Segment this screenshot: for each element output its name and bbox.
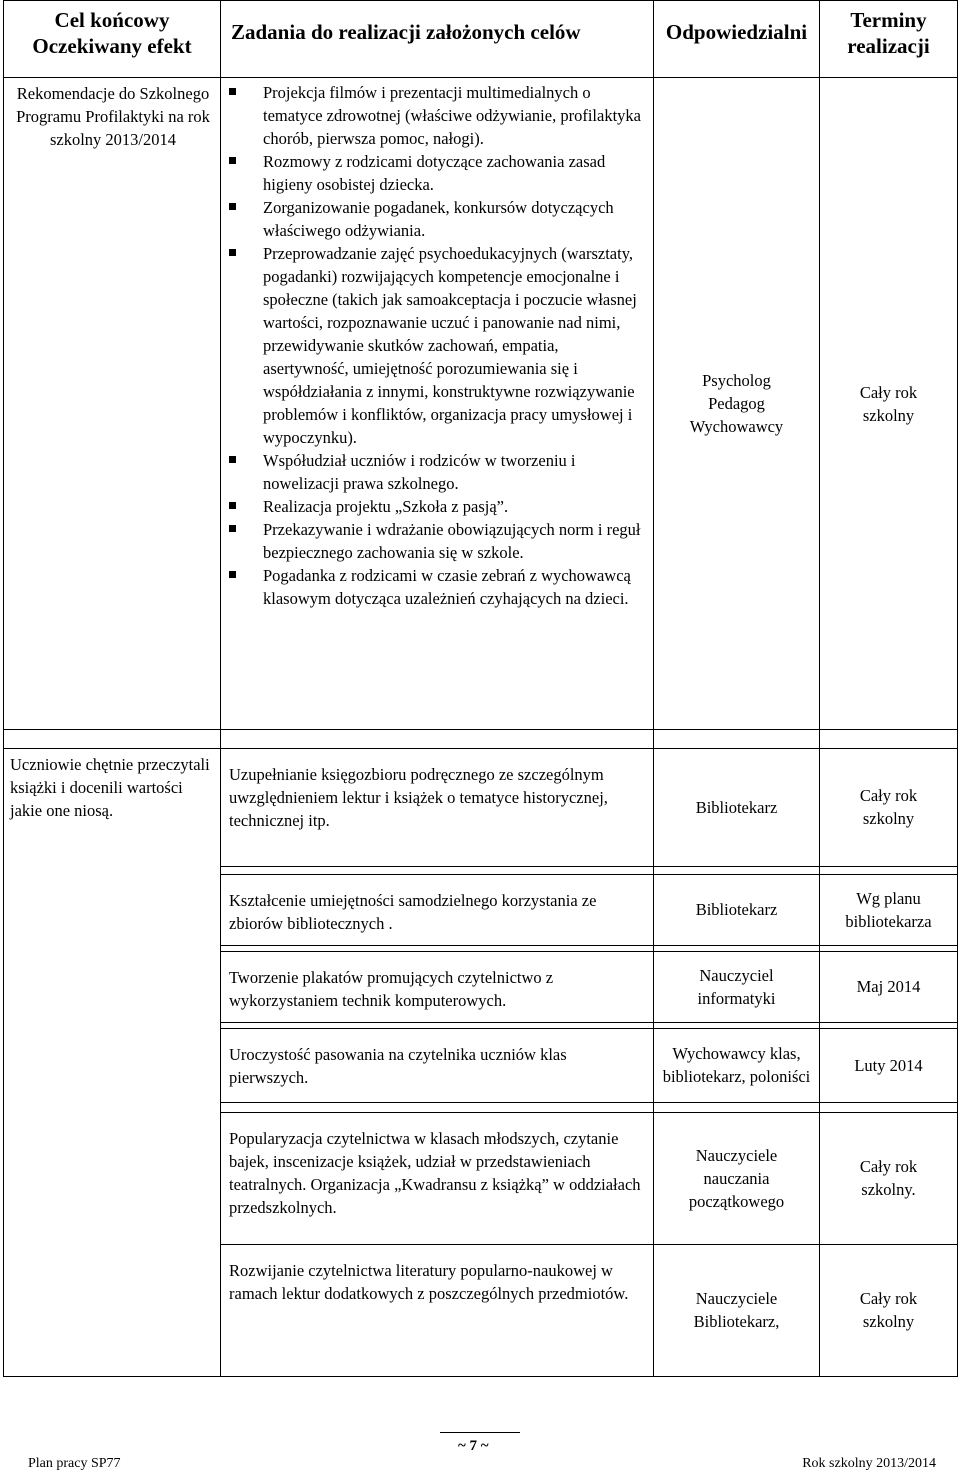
section2-effect: Uczniowie chętnie przeczytali książki i docenili wartości jakie one niosą.	[4, 748, 221, 866]
table-row	[4, 951, 958, 1022]
responsible-cell: Bibliotekarz	[654, 874, 820, 945]
task-item: Zorganizowanie pogadanek, konkursów dotyczących właściwego odżywiania.	[229, 196, 641, 242]
responsible-cell: Wychowawcy klas, bibliotekarz, poloniści	[654, 1028, 820, 1102]
section1-term	[820, 78, 958, 730]
term-line: bibliotekarza	[845, 911, 932, 931]
bullet-square-icon	[229, 456, 236, 463]
empty-effect-cell	[4, 1244, 221, 1376]
section1-responsible	[654, 78, 820, 730]
term-line: szkolny	[862, 405, 915, 425]
bullet-square-icon	[229, 525, 236, 532]
empty-effect-cell	[4, 951, 221, 1022]
task-item: Pogadanka z rodzicami w czasie zebrań z wychowawcą klasowym dotycząca uzależnień czyhających na dzieci.	[229, 564, 641, 610]
term-line: szkolny	[862, 809, 915, 828]
term-cell	[820, 951, 958, 1022]
header-responsible: Odpowiedzialni	[654, 1, 820, 78]
responsible-line: Pedagog	[708, 394, 765, 413]
bullet-square-icon	[229, 88, 236, 95]
page-number: ~ 7 ~	[458, 1438, 489, 1454]
term-line: Cały rok	[859, 1289, 918, 1308]
section1-row	[4, 78, 958, 730]
header-terms: Terminy realizacji	[820, 1, 958, 78]
responsible-line: Wychowawcy	[689, 417, 784, 436]
table-row	[4, 1112, 958, 1244]
footer-right: Rok szkolny 2013/2014	[802, 1456, 936, 1471]
footer-left: Plan pracy SP77	[28, 1456, 121, 1471]
task-cell: Popularyzacja czytelnictwa w klasach młodszych, czytanie bajek, inscenizacje książek, udział w przedstawieniach teatralnych. Organizacja „Kwadransu z książką” w oddziałach przedszkolnych.	[221, 1112, 654, 1244]
table-row	[4, 1244, 958, 1376]
task-cell: Uzupełnianie księgozbioru podręcznego ze szczególnym uwzględnieniem lektur i książek o tematyce historycznej, technicznej itp.	[221, 748, 654, 866]
term-line: Wg planu	[856, 888, 921, 908]
table-row	[4, 748, 958, 866]
task-item: Projekcja filmów i prezentacji multimedialnych o tematyce zdrowotnej (właściwe odżywianie, profilaktyka chorób, pierwsza pomoc, nałogi).	[229, 81, 641, 150]
row-gap	[4, 866, 958, 874]
task-list	[229, 81, 641, 610]
term-cell	[820, 874, 958, 945]
empty-effect-cell	[4, 1112, 221, 1244]
header-tasks: Zadania do realizacji założonych celów	[221, 1, 654, 78]
task-item: Rozmowy z rodzicami dotyczące zachowania zasad higieny osobistej dziecka.	[229, 150, 641, 196]
bullet-square-icon	[229, 203, 236, 210]
term-line: szkolny	[862, 1312, 915, 1331]
task-cell: Kształcenie umiejętności samodzielnego korzystania ze zbiorów bibliotecznych .	[221, 874, 654, 945]
bullet-square-icon	[229, 571, 236, 578]
row-gap	[4, 1102, 958, 1112]
table-row	[4, 1028, 958, 1102]
task-item: Współudział uczniów i rodziców w tworzeniu i nowelizacji prawa szkolnego.	[229, 449, 641, 495]
reading-table	[3, 748, 958, 1377]
term-cell	[820, 1244, 958, 1376]
term-cell	[820, 1028, 958, 1102]
responsible-cell: Nauczyciel informatyki	[654, 951, 820, 1022]
task-cell: Uroczystość pasowania na czytelnika uczniów klas pierwszych.	[221, 1028, 654, 1102]
page-number-rule	[440, 1432, 520, 1433]
plan-table	[3, 0, 958, 748]
bullet-square-icon	[229, 249, 236, 256]
term-cell	[820, 748, 958, 866]
section1-effect: Rekomendacje do Szkolnego Programu Profilaktyki na rok szkolny 2013/2014	[4, 78, 221, 730]
section1-gap	[4, 730, 958, 748]
empty-effect-cell	[4, 874, 221, 945]
term-line: Cały rok	[859, 382, 918, 402]
term-line: Maj 2014	[856, 977, 921, 996]
bullet-square-icon	[229, 502, 236, 509]
term-line: szkolny.	[861, 1180, 916, 1199]
term-cell	[820, 1112, 958, 1244]
page-footer	[0, 1450, 960, 1474]
task-item: Przeprowadzanie zajęć psychoedukacyjnych (warsztaty, pogadanki) rozwijających kompetencje emocjonalne i społeczne (takich jak samoakceptacja i poczucie własnej wartości, rozpoznawanie uczuć i panowanie nad nimi, przewidywanie skutków zachowań, empatia, asertywność, umiejętność porozumiewania się i współdziałania z innymi, konstruktywne rozwiązywanie problemów i konfliktów, organizacja pracy umysłowej i wypoczynku).	[229, 242, 641, 449]
responsible-cell: Nauczyciele Bibliotekarz,	[654, 1244, 820, 1376]
header-goal: Cel końcowy Oczekiwany efekt	[4, 1, 221, 78]
responsible-cell: Nauczyciele nauczania początkowego	[654, 1112, 820, 1244]
empty-effect-cell	[4, 1028, 221, 1102]
document-page	[3, 0, 957, 1377]
bullet-square-icon	[229, 157, 236, 164]
term-line: Luty 2014	[854, 1055, 923, 1075]
term-line: Cały rok	[859, 786, 918, 805]
term-line: Cały rok	[859, 1157, 918, 1176]
table-row	[4, 874, 958, 945]
section1-tasks	[221, 78, 654, 730]
task-cell: Rozwijanie czytelnictwa literatury popularno-naukowej w ramach lektur dodatkowych z poszczególnych przedmiotów.	[221, 1244, 654, 1376]
responsible-cell: Bibliotekarz	[654, 748, 820, 866]
task-cell: Tworzenie plakatów promujących czytelnictwo z wykorzystaniem technik komputerowych.	[221, 951, 654, 1022]
task-item: Przekazywanie i wdrażanie obowiązujących norm i reguł bezpiecznego zachowania się w szkole.	[229, 518, 641, 564]
table-header-row	[4, 1, 958, 78]
responsible-line: Psycholog	[702, 371, 771, 390]
task-item: Realizacja projektu „Szkoła z pasją”.	[229, 495, 641, 518]
